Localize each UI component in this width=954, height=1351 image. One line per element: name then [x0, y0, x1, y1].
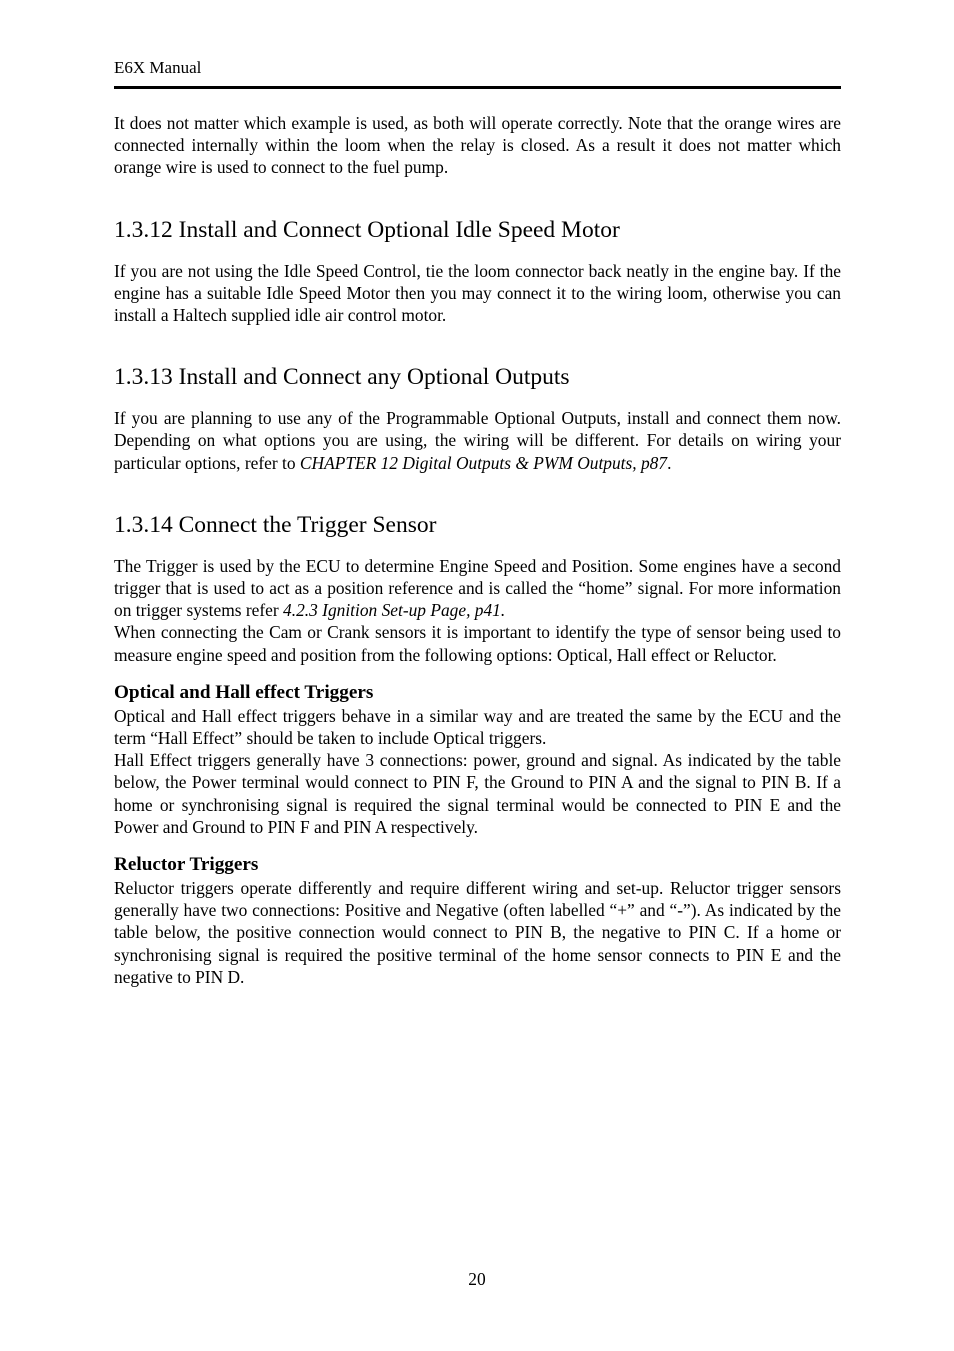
subheading-optical-hall: Optical and Hall effect Triggers — [114, 681, 374, 703]
section-1-3-14-paragraph-1 — [114, 555, 841, 622]
page-number: 20 — [468, 1269, 486, 1289]
optical-hall-paragraph-1: Optical and Hall effect triggers behave in a similar way and are treated the same by the ECU and the term “Hall Effect” should be taken to include Optical triggers. — [114, 705, 841, 749]
chapter-12-reference: CHAPTER 12 Digital Outputs & PWM Outputs, p87 — [299, 452, 668, 473]
section-1-3-14-text: The Trigger is used by the ECU to determine Engine Speed and Position. Some engines have a second trigger that is used to act as a position reference and is called the “home” signal. For more information on trigger systems refer — [114, 555, 841, 621]
intro-paragraph: It does not matter which example is used, as both will operate correctly. Note that the orange wires are connected internally within the loom when the relay is closed. As a result it does not matter which orange wire is used to connect to the fuel pump. — [114, 113, 841, 178]
subheading-reluctor: Reluctor Triggers — [114, 854, 259, 876]
section-heading-1-3-13: 1.3.13 Install and Connect any Optional Outputs — [114, 364, 570, 391]
section-heading-1-3-12: 1.3.12 Install and Connect Optional Idle Speed Motor — [114, 216, 620, 243]
section-1-3-13-end: . — [667, 452, 672, 473]
optical-hall-paragraph-2: Hall Effect triggers generally have 3 connections: power, ground and signal. As indicated by the table below, the Power terminal would connect to PIN F, the Ground to PIN A and the signal to PIN B. If a home or synchronising signal is required the signal terminal would be connected to PIN E and the Power and Ground to PIN F and PIN A respectively. — [114, 750, 841, 837]
running-header: E6X Manual — [114, 58, 202, 77]
ignition-setup-reference: 4.2.3 Ignition Set-up Page, p41. — [283, 600, 506, 621]
section-1-3-14-paragraph-2: When connecting the Cam or Crank sensors it is important to identify the type of sensor being used to measure engine speed and position from the following options: Optical, Hall effect or Reluctor. — [114, 622, 841, 665]
section-heading-1-3-14: 1.3.14 Connect the Trigger Sensor — [114, 511, 437, 538]
header-rule — [114, 86, 841, 89]
section-1-3-13-text: If you are planning to use any of the Programmable Optional Outputs, install and connect them now. Depending on what options you are using, the wiring will be different. For details on wiring your particular options, refer to — [114, 408, 841, 473]
section-1-3-12-paragraph: If you are not using the Idle Speed Control, tie the loom connector back neatly in the engine bay. If the engine has a suitable Idle Speed Motor then you may connect it to the wiring loom, otherwise you can install a Haltech supplied idle air control motor. — [114, 260, 841, 326]
reluctor-paragraph: Reluctor triggers operate differently and require different wiring and set-up. Reluctor trigger sensors generally have two connections: Positive and Negative (often labelled “+” and “-”). As indicated by the table below, the positive connection would connect to PIN B, the negative to PIN C. If a home or synchronising signal is required the positive terminal of the home sensor connects to PIN E and the negative to PIN D. — [114, 878, 841, 987]
page-body — [114, 112, 841, 988]
section-1-3-13-paragraph — [114, 407, 841, 474]
